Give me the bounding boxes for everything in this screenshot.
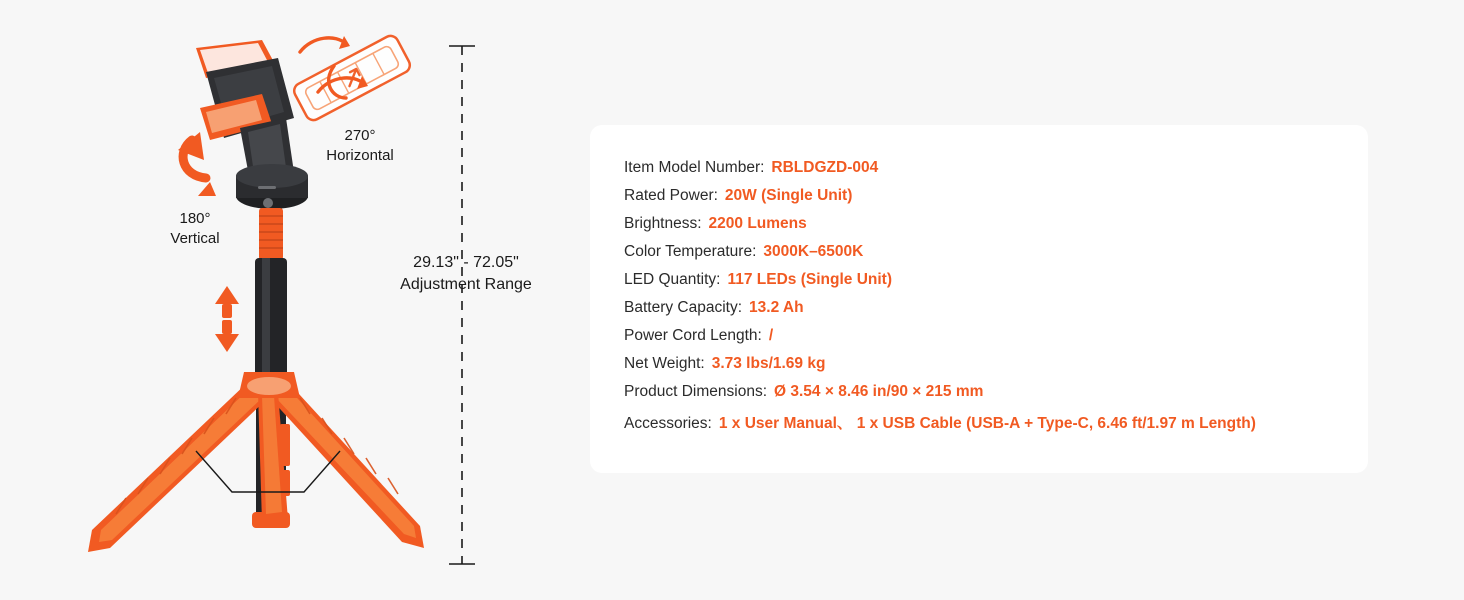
spec-label: Product Dimensions:	[624, 383, 768, 400]
spec-row	[624, 271, 1368, 299]
spec-label: Power Cord Length:	[624, 327, 762, 344]
annotation-vertical-rotation	[140, 209, 250, 250]
spec-value: 2200 Lumens	[708, 215, 807, 232]
annotation-vertical-value: 180°	[179, 210, 211, 227]
spec-label: Rated Power:	[624, 187, 718, 204]
annotation-range-label: Adjustment Range	[400, 275, 532, 293]
spec-value: 13.2 Ah	[749, 299, 804, 316]
spec-label: Item Model Number:	[624, 159, 765, 176]
spec-row	[624, 355, 1368, 383]
annotation-horizontal-value: 270°	[344, 127, 376, 144]
spec-value: 3000K–6500K	[763, 243, 864, 260]
work-light-tripod-diagram	[0, 0, 560, 600]
spec-row	[624, 327, 1368, 355]
spec-row	[624, 159, 1368, 187]
spec-row	[624, 215, 1368, 243]
spec-value: /	[768, 327, 774, 344]
spec-label: LED Quantity:	[624, 271, 721, 288]
spec-value: 20W (Single Unit)	[724, 187, 853, 204]
spec-value: Ø 3.54 × 8.46 in/90 × 215 mm	[774, 383, 984, 400]
spec-row	[624, 411, 1368, 439]
annotation-adjustment-range	[384, 252, 548, 295]
extension-arrows	[215, 286, 239, 352]
annotation-horizontal-rotation	[300, 126, 420, 167]
spec-value: 117 LEDs (Single Unit)	[727, 271, 893, 288]
spec-value: 3.73 lbs/1.69 kg	[711, 355, 826, 372]
spec-label: Brightness:	[624, 215, 702, 232]
annotation-range-value: 29.13" - 72.05"	[413, 254, 519, 271]
annotation-horizontal-label: Horizontal	[326, 147, 394, 165]
spec-value: 1 x User Manual、 1 x USB Cable (USB-A + Type-C, 6.46 ft/1.97 m Length)	[718, 415, 1256, 432]
spec-label: Color Temperature:	[624, 243, 757, 260]
height-dimension-line	[449, 46, 475, 564]
specification-card	[590, 125, 1368, 473]
vertical-rotation-arrow	[178, 132, 216, 196]
product-illustration	[0, 0, 560, 600]
spec-label: Accessories:	[624, 415, 712, 432]
annotation-vertical-label: Vertical	[170, 230, 220, 248]
spec-row	[624, 243, 1368, 271]
spec-row	[624, 299, 1368, 327]
spec-label: Battery Capacity:	[624, 299, 743, 316]
spec-row	[624, 187, 1368, 215]
spec-label: Net Weight:	[624, 355, 705, 372]
spec-row	[624, 383, 1368, 411]
spec-value: RBLDGZD-004	[771, 159, 879, 176]
head-hub	[236, 164, 308, 209]
